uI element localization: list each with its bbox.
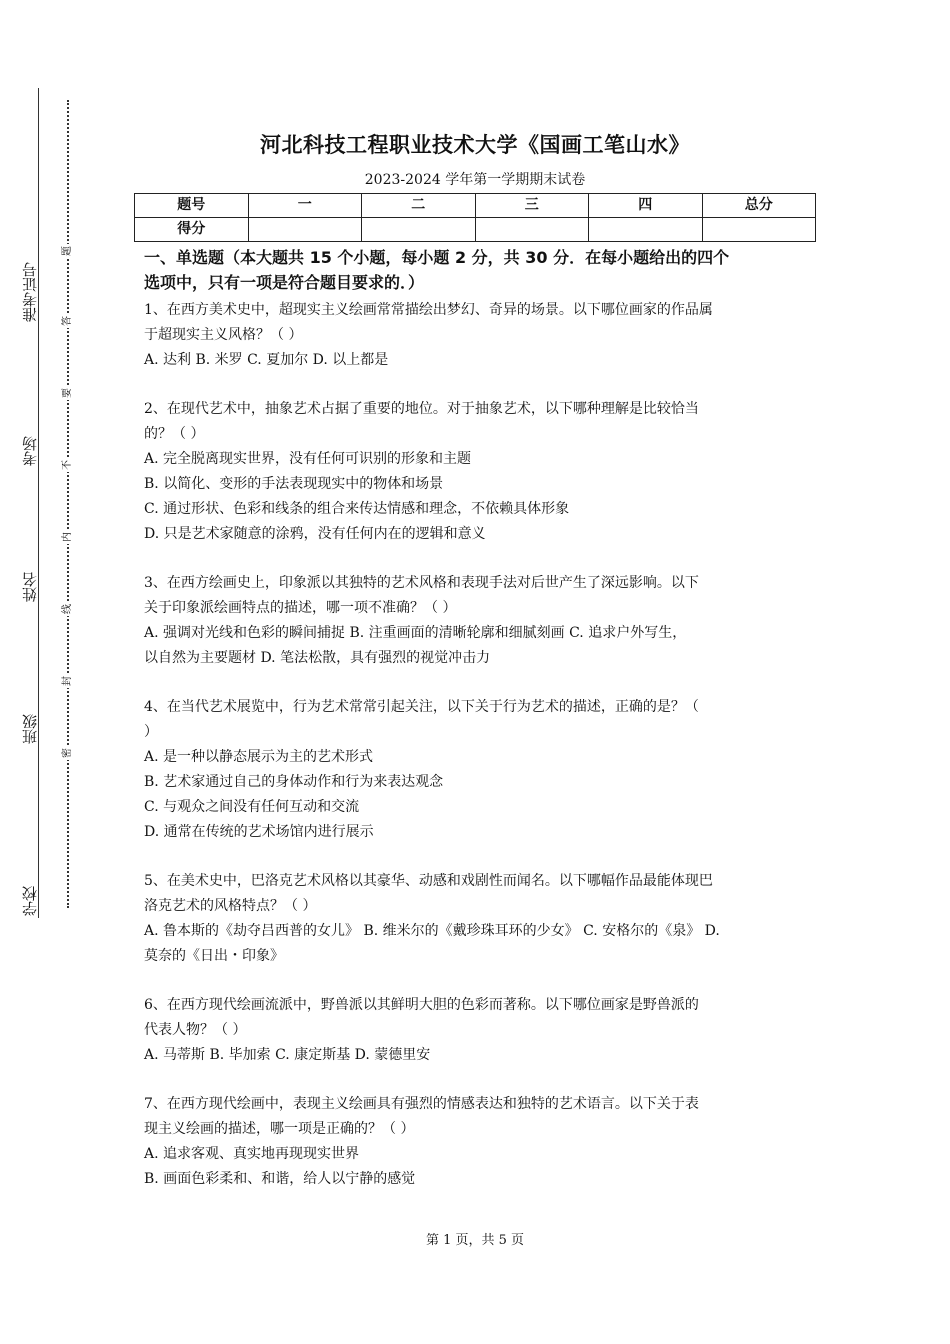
field-label-exam-number: 准考证号	[21, 262, 39, 322]
question-2	[144, 397, 816, 547]
field-fill-line	[38, 752, 39, 880]
question-line: 代表人物？（ ）	[144, 1022, 247, 1038]
field-fill-line	[38, 330, 39, 430]
field-fill-line	[38, 612, 39, 708]
score-header-cell: 三	[475, 194, 589, 218]
question-line: 5、在美术史中，巴洛克艺术风格以其豪华、动感和戏剧性而闻名。以下哪幅作品最能体现巴	[144, 873, 713, 889]
score-cell[interactable]	[702, 218, 816, 242]
section-heading-line: 选项中，只有一项是符合题目要求的．）	[144, 273, 425, 292]
options-line: 莫奈的《日出・印象》	[144, 948, 284, 964]
seal-char: 答	[62, 316, 73, 326]
seal-char: 线	[62, 604, 73, 614]
question-line: 的？（ ）	[144, 426, 205, 442]
question-7	[144, 1092, 816, 1192]
option-a: A. 完全脱离现实世界，没有任何可识别的形象和主题	[144, 451, 472, 467]
score-table	[134, 193, 816, 242]
score-header-cell: 二	[362, 194, 476, 218]
field-fill-line	[38, 88, 39, 256]
field-fill-line	[38, 475, 39, 566]
options-line: 以自然为主要题材 D. 笔法松散，具有强烈的视觉冲击力	[144, 650, 491, 666]
option-d: D. 只是艺术家随意的涂鸦，没有任何内在的逻辑和意义	[144, 526, 486, 542]
options-line: A. 马蒂斯 B. 毕加索 C. 康定斯基 D. 蒙德里安	[144, 1047, 431, 1063]
score-cell[interactable]	[362, 218, 476, 242]
score-header-cell: 一	[248, 194, 362, 218]
score-header-cell: 总分	[702, 194, 816, 218]
question-1	[144, 298, 816, 373]
exam-title: 河北科技工程职业技术大学《国画工笔山水》	[260, 133, 690, 157]
option-b: B. 以简化、变形的手法表现现实中的物体和场景	[144, 476, 444, 492]
field-label-name: 姓名	[21, 572, 39, 602]
question-line: 4、在当代艺术展览中，行为艺术常常引起关注，以下关于行为艺术的描述，正确的是？（	[144, 699, 699, 715]
field-label-class: 班级	[21, 714, 39, 744]
options-line: A. 鲁本斯的《劫夺吕西普的女儿》 B. 维米尔的《戴珍珠耳环的少女》 C. 安格尔的《泉》 D.	[144, 923, 720, 939]
score-cell[interactable]	[589, 218, 703, 242]
seal-char: 内	[62, 532, 73, 542]
exam-subtitle: 2023-2024 学年第一学期期末试卷	[364, 172, 586, 188]
score-table-header-row	[135, 194, 816, 218]
option-a: A. 追求客观、真实地再现现实世界	[144, 1146, 360, 1162]
option-a: A. 是一种以静态展示为主的艺术形式	[144, 749, 374, 765]
question-line: 6、在西方现代绘画流派中，野兽派以其鲜明大胆的色彩而著称。以下哪位画家是野兽派的	[144, 997, 699, 1013]
question-line: 关于印象派绘画特点的描述，哪一项不准确？（ ）	[144, 600, 457, 616]
score-cell[interactable]	[475, 218, 589, 242]
option-d: D. 通常在传统的艺术场馆内进行展示	[144, 824, 374, 840]
seal-char: 题	[62, 246, 73, 256]
question-line: 洛克艺术的风格特点？（ ）	[144, 898, 317, 914]
field-label-exam-room: 考场	[21, 436, 39, 466]
score-row-label: 得分	[135, 218, 249, 242]
options-line: A. 强调对光线和色彩的瞬间捕捉 B. 注重画面的清晰轮廓和细腻刻画 C. 追求户外写生，	[144, 625, 687, 641]
question-line: 2、在现代艺术中，抽象艺术占据了重要的地位。对于抽象艺术，以下哪种理解是比较恰当	[144, 401, 699, 417]
seal-char: 封	[62, 676, 73, 686]
question-line: 现主义绘画的描述，哪一项是正确的？（ ）	[144, 1121, 415, 1137]
question-line: ）	[144, 724, 158, 740]
question-4	[144, 695, 816, 845]
option-b: B. 画面色彩柔和、和谐，给人以宁静的感觉	[144, 1171, 416, 1187]
question-line: 于超现实主义风格？（ ）	[144, 327, 303, 343]
option-c: C. 通过形状、色彩和线条的组合来传达情感和理念，不依赖具体形象	[144, 501, 570, 517]
section-heading-line: 一、单选题（本大题共 15 个小题，每小题 2 分，共 30 分．在每小题给出的四个	[144, 248, 730, 267]
option-c: C. 与观众之间没有任何互动和交流	[144, 799, 360, 815]
section-heading	[144, 245, 816, 295]
question-3	[144, 571, 816, 671]
options-line: A. 达利 B. 米罗 C. 夏加尔 D. 以上都是	[144, 352, 389, 368]
seal-char: 不	[62, 460, 73, 470]
seal-char: 要	[62, 388, 73, 398]
score-header-cell: 四	[589, 194, 703, 218]
seal-char: 密	[62, 748, 73, 758]
option-b: B. 艺术家通过自己的身体动作和行为来表达观念	[144, 774, 444, 790]
question-line: 1、在西方美术史中，超现实主义绘画常常描绘出梦幻、奇异的场景。以下哪位画家的作品属	[144, 302, 713, 318]
question-5	[144, 869, 816, 969]
page-footer: 第 1 页，共 5 页	[425, 1233, 525, 1248]
score-header-cell: 题号	[135, 194, 249, 218]
score-table-score-row	[135, 218, 816, 242]
field-label-school: 学校	[21, 886, 39, 916]
exam-content	[144, 245, 816, 1216]
binding-dotted-seal-line	[67, 100, 69, 908]
score-cell[interactable]	[248, 218, 362, 242]
question-6	[144, 993, 816, 1068]
question-line: 7、在西方现代绘画中，表现主义绘画具有强烈的情感表达和独特的艺术语言。以下关于表	[144, 1096, 699, 1112]
question-line: 3、在西方绘画史上，印象派以其独特的艺术风格和表现手法对后世产生了深远影响。以下	[144, 575, 699, 591]
